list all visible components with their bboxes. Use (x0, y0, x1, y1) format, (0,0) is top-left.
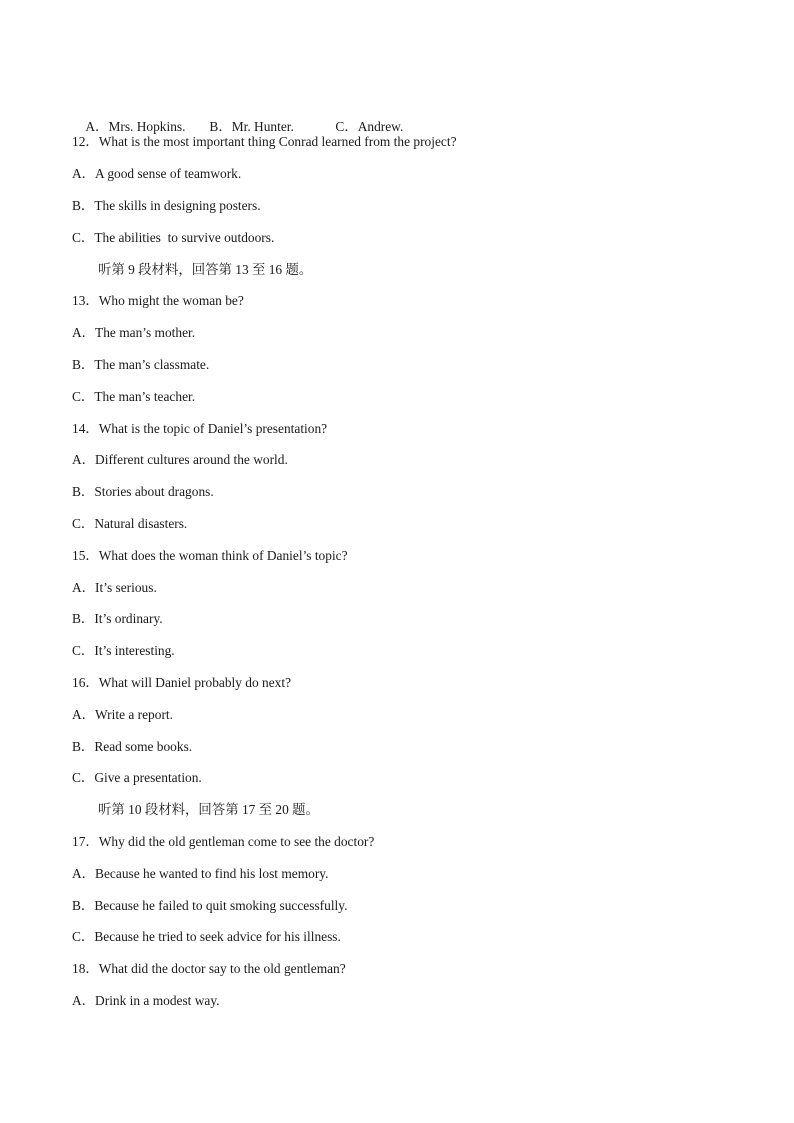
option-a: A．The man’s mother. (72, 325, 196, 340)
option-a: A．Because he wanted to find his lost memory. (72, 866, 329, 881)
option-b: B．Because he failed to quit smoking successfully. (72, 898, 348, 913)
option-a: A．Drink in a modest way. (72, 993, 220, 1008)
section-heading: 听第 10 段材料，回答第 17 至 20 题。 (98, 802, 319, 817)
option-c: C．Because he tried to seek advice for his illness. (72, 929, 341, 944)
option-a: A．Mrs. Hopkins. (85, 119, 186, 134)
option-c: C．Andrew. (335, 119, 404, 134)
option-c: C．Natural disasters. (72, 516, 188, 531)
option-c: C．Give a presentation. (72, 770, 202, 785)
question-14: 14．What is the topic of Daniel’s presentation? (72, 421, 328, 436)
option-b: B．The man’s classmate. (72, 357, 210, 372)
option-c: C．The abilities to survive outdoors. (72, 230, 275, 245)
question-12: 12．What is the most important thing Conrad learned from the project? (72, 134, 457, 149)
option-a: A．A good sense of teamwork. (72, 166, 242, 181)
question-15: 15．What does the woman think of Daniel’s topic? (72, 548, 348, 563)
option-b: B．Mr. Hunter. (209, 119, 294, 134)
option-b: B．Read some books. (72, 739, 193, 754)
option-a: A．It’s serious. (72, 580, 157, 595)
option-a: A．Different cultures around the world. (72, 452, 288, 467)
question-16: 16．What will Daniel probably do next? (72, 675, 292, 690)
option-c: C．It’s interesting. (72, 643, 175, 658)
option-c: C．The man’s teacher. (72, 389, 196, 404)
section-heading: 听第 9 段材料，回答第 13 至 16 题。 (98, 262, 313, 277)
question-17: 17．Why did the old gentleman come to see the doctor? (72, 834, 375, 849)
question-13: 13．Who might the woman be? (72, 293, 244, 308)
option-b: B．It’s ordinary. (72, 611, 163, 626)
option-b: B．Stories about dragons. (72, 484, 214, 499)
question-18: 18．What did the doctor say to the old gentleman? (72, 961, 346, 976)
option-b: B．The skills in designing posters. (72, 198, 261, 213)
option-a: A．Write a report. (72, 707, 173, 722)
